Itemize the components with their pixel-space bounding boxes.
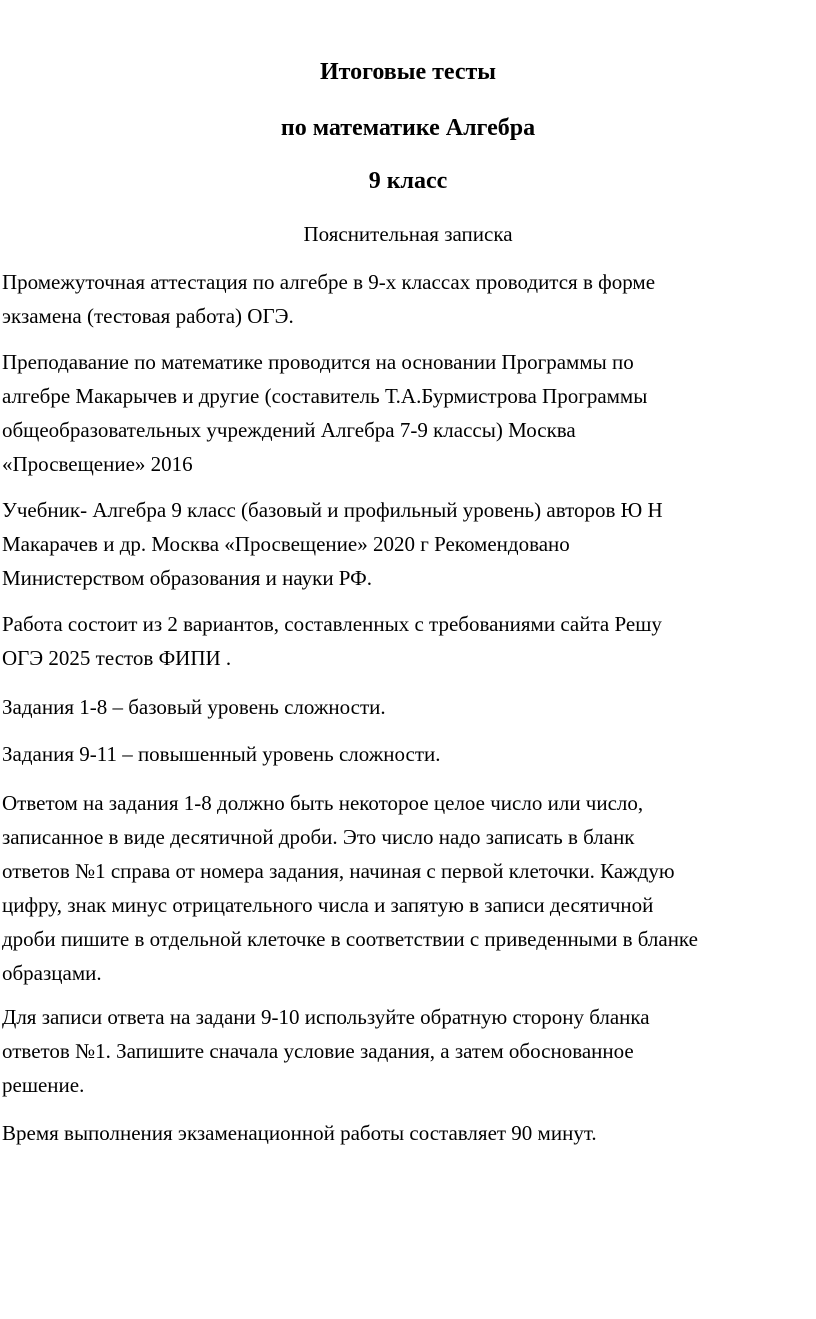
paragraph-extended-answers: Для записи ответа на задани 9-10 используйте обратную сторону бланка ответов №1. Запишите сначала условие задания, а затем обоснованное решение. [2,1005,650,1097]
paragraph-duration: Время выполнения экзаменационной работы составляет 90 минут. [2,1121,597,1145]
paragraph-tasks-basic: Задания 1-8 – базовый уровень сложности. [2,695,386,719]
paragraph-variants: Работа состоит из 2 вариантов, составленных с требованиями сайта Решу ОГЭ 2025 тестов ФИПИ . [2,612,662,670]
paragraph-attestation: Промежуточная аттестация по алгебре в 9-х классах проводится в форме экзамена (тестовая работа) ОГЭ. [2,270,656,328]
title-line-3: 9 класс [368,168,448,194]
paragraph-teaching-program: Преподавание по математике проводится на основании Программы по алгебре Макарычев и другие (составитель Т.А.Бурмистрова Программы общеобразовательных учреждений Алгебра 7-9 классы) Москва «Просвещение» 2016 [2,350,648,476]
paragraph-answer-rules: Ответом на задания 1-8 должно быть некоторое целое число или число, записанное в виде десятичной дроби. Это число надо записать в бланк ответов №1 справа от номера задания, начиная с первой клеточки. Каждую цифру, знак минус отрицательного числа и запятую в записи десятичной дроби пишите в отдельной клеточке в соответствии с приведенными в бланке образцами. [2,791,698,985]
title-line-1: Итоговые тесты [319,59,497,85]
title-line-2: по математике Алгебра [280,115,536,141]
note-title: Пояснительная записка [303,222,513,246]
paragraph-textbook: Учебник- Алгебра 9 класс (базовый и профильный уровень) авторов Ю Н Макарачев и др. Москва «Просвещение» 2020 г Рекомендовано Министерством образования и науки РФ. [2,498,663,590]
paragraph-tasks-advanced: Задания 9-11 – повышенный уровень сложности. [2,742,441,766]
